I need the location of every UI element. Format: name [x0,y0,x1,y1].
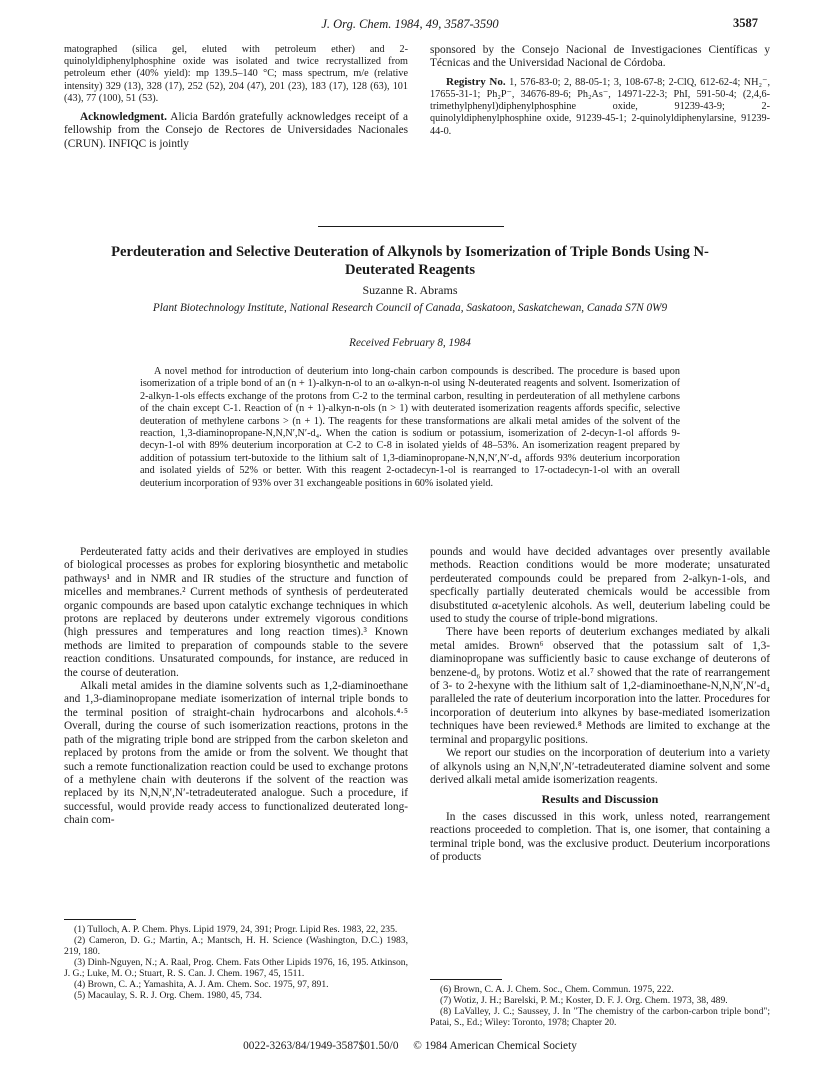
body-paragraph: Perdeuterated fatty acids and their derivatives are employed in studies of biological processes as probes for exploring biosynthetic and metabolic pathways¹ and in NMR and IR studies of the structure and function of micelles and membranes.² Current methods of synthesis of perdeuterated organic compounds are based upon catalytic exchange techniques in which protons are replaced by deuterons under extremely vigorous conditions (high pressures and temperatures and long reaction times).³ Known methods are limited to preparation of compounds stable to the severe reaction conditions. Unsaturated compounds, for instance, are reduced in the course of deuteration. [64,546,408,679]
article-title: Perdeuteration and Selective Deuteration of Alkynols by Isomerization of Triple Bonds Using N-Deuterated Reagents [111,244,709,278]
prev-experimental-text: matographed (silica gel, eluted with petroleum ether) and 2-quinolyldiphenylphosphine oxide was isolated and twice recrystallized from petroleum ether (40% yield): mp 139.5–140 °C; mass spectrum, m/e (relative intensity) 329 (13), 328 (17), 252 (52), 204 (47), 201 (23), 183 (17), 128 (63), 101 (43), 77 (100), 51 (53). [64,44,408,104]
body-paragraph: pounds and would have decided advantages over presently available methods. Reaction conditions would be more moderate; unsaturated perdeuterated compounds could be prepared from 2-alkyn-1-ols, and specfically partially deuterated chemicals would be accessible from disubstituted α-acetylenic alcohols. As well, deuterium labeling could be used to study the course of triple-bond migrations. [430,546,770,626]
page-footer [0,1040,820,1052]
footnote: (2) Cameron, D. G.; Martin, A.; Mantsch, H. H. Science (Washington, D.C.) 1983, 219, 180. [64,935,408,957]
journal-citation: J. Org. Chem. 1984, 49, 3587-3590 [321,17,499,31]
footnote: (4) Brown, C. A.; Yamashita, A. J. Am. Chem. Soc. 1975, 97, 891. [74,979,329,990]
acknowledgment-paragraph [64,111,408,151]
article-code: 0022-3263/84/1949-3587$01.50/0 [243,1040,399,1052]
copyright: © 1984 American Chemical Society [413,1040,577,1052]
footnote-rule [64,919,136,920]
body-right-column [430,546,770,864]
sponsor-text: sponsored by the Consejo Nacional de Investigaciones Científicas y Técnicas and the Universidad Nacional de Córdoba. [430,44,770,70]
body-left-column [64,546,408,828]
article-separator-rule [318,226,504,227]
registry-paragraph [430,76,770,138]
footnote: (7) Wotiz, J. H.; Barelski, P. M.; Koster, D. F. J. Org. Chem. 1973, 38, 489. [440,995,728,1006]
prev-article-left-column [64,44,408,151]
acknowledgment-text: Alicia Bardón gratefully acknowledges receipt of a fellowship from the Consejo de Rectores de Universidades Nacionales (CRUN). INFIQC is jointly [64,111,408,150]
prev-article-right-column [430,44,770,138]
footnote: (5) Macaulay, S. R. J. Org. Chem. 1980, 45, 734. [74,990,262,1001]
body-paragraph: There have been reports of deuterium exchanges mediated by alkali metal amides. Brown⁶ observed that the potassium salt of 1,3-diaminopropane was sufficiently basic to cause exchange of deuterons of benzene-d₆ by protons. Wotiz et al.⁷ showed that the rate of rearrangement of 3- to 2-hexyne with the lithium salt of 1,2-diaminoethane-N,N,N′,N′-d₄ paralleled the rate of deuterium incorporation into the latter. Procedures for incorporation of deuterium into alkynes by base-mediated isomerization techniques have been reviewed.⁸ Methods are limited to exchange at the terminal and propargylic positions. [430,626,770,746]
registry-label: Registry No. [446,75,506,88]
footnote: (8) LaValley, J. C.; Saussey, J. In "The chemistry of the carbon-carbon triple bond"; Patai, S., Ed.; Wiley: Toronto, 1978; Chapter 20. [430,1006,770,1028]
body-paragraph: We report our studies on the incorporation of deuterium into a variety of alkynols using an N,N,N′,N′-tetradeuterated diamine solvent and some derived alkali metal amide isomerization reagents. [430,747,770,786]
received-date: Received February 8, 1984 [349,337,471,349]
running-head [0,16,820,36]
body-paragraph: Alkali metal amides in the diamine solvents such as 1,2-diaminoethane and 1,3-diaminopropane mediate isomerization of internal triple bonds to the terminal position of straight-chain hydrocarbons and alcohols.⁴·⁵ Overall, during the course of such isomerization reactions, protons in the path of the migrating triple bond are stripped from the carbon skeleton and replaced by protons from the amide or from the solvent. We thought that such a remote functionalization reaction could be used to exchange protons of a methylene chain with deuterons if the solvent of the reaction was replaced by its N,N,N′,N′-tetradeuterated analogue. Such a procedure, if successful, would provide ready access to functionalized deuterated long-chain com- [64,680,408,827]
author-affiliation: Plant Biotechnology Institute, National Research Council of Canada, Saskatoon, Saskatchewan, Canada S7N 0W9 [152,302,668,314]
section-heading: Results and Discussion [541,792,659,807]
registry-text: 1, 576-83-0; 2, 88-05-1; 3, 108-67-8; 2-ClQ, 612-62-4; NH₂⁻, 17655-31-1; Ph₂P⁻, 34676-89-6; Ph₂As⁻, 14971-22-3; PhI, 591-50-4; (2,4,6-trimethylphenyl)diphenylphosphine oxide, 91239-43-9; 2-quinolyldiphenylphosphine oxide, 91239-45-1; 2-quinolyldiphenylarsine, 91239-44-0. [430,76,770,137]
article-author: Suzanne R. Abrams [362,283,458,297]
page-number: 3587 [733,16,758,30]
footnote: (6) Brown, C. A. J. Chem. Soc., Chem. Commun. 1975, 222. [440,984,674,995]
footnote: (3) Dinh-Nguyen, N.; A. Raal, Prog. Chem. Fats Other Lipids 1976, 16, 195. Atkinson, J. G.; Luke, M. O.; Stuart, R. S. Can. J. Chem. 1967, 45, 1511. [64,957,408,979]
footnotes-left [64,924,408,1001]
acknowledgment-label: Acknowledgment. [80,111,167,124]
footnote-rule [430,979,502,980]
footnote: (1) Tulloch, A. P. Chem. Phys. Lipid 1979, 24, 391; Progr. Lipid Res. 1983, 22, 235. [74,924,398,935]
abstract: A novel method for introduction of deuterium into long-chain carbon compounds is described. The procedure is based upon isomerization of a triple bond of an (n + 1)-alkyn-n-ol to an ω-alkyn-n-ol using N-deuterated reagents and solvent. Isomerization of 2-alkyn-1-ols effects exchange of the protons from C-2 to the terminal carbon, resulting in perdeuteration of all methylene carbons of the chain except C-1. Reaction of (n + 1)-alkyn-n-ols (n > 1) with deuterated isomerization reagents affords specific, selective deuteration of methylene carbons > (n + 1). The reagents for these transformations are alkali metal amides of the solvent of the reaction, 1,3-diaminopropane-N,N,N′,N′-d₄. When the cation is sodium or potassium, isomerization of 2-decyn-1-ol affords 9-decyn-1-ol with 89% deuterium incorporation at C-2 to C-8 in isolated yields of 48–53%. An isomerization reagent prepared by addition of potassium tert-butoxide to the lithium salt of 1,3-diaminopropane-N,N,N′,N′-d₄ affords 93% deuterium incorporation and isolated yields of 52% or better. With this reagent 2-octadecyn-1-ol is rearranged to 17-octadecyn-1-ol with an overall deuterium incorporation of 93% over 31 exchangeable positions in 60% isolated yield. [140,366,680,489]
footnotes-right [430,984,770,1028]
body-paragraph: In the cases discussed in this work, unless noted, rearrangement reactions proceeded to completion. That is, one isomer, that containing a terminal triple bond, was the exclusive product. Deuterium incorporations of products [430,810,770,863]
